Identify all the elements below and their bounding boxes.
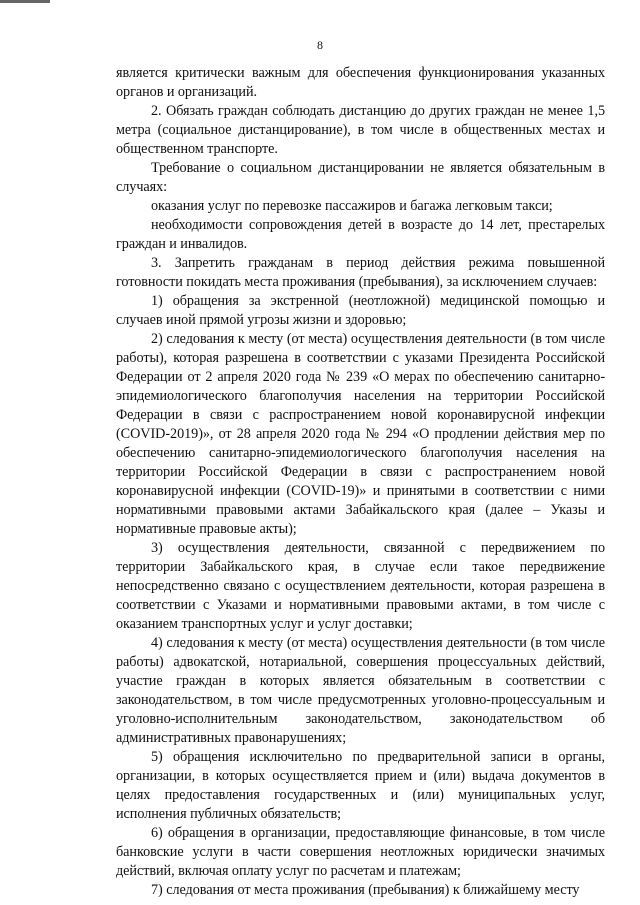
scan-edge-mark — [0, 0, 50, 3]
paragraph: оказания услуг по перевозке пассажиров и багажа легковым такси; — [151, 198, 553, 214]
document-body — [116, 64, 605, 900]
list-item: 6) обращения в организации, предоставляющие финансовые, в том числе банковские услуги в части совершения неотложных юридически значимых действий, включая оплату услуг по расчетам и платежам; — [116, 825, 605, 879]
list-item: 5) обращения исключительно по предварительной записи в органы, организации, в которых осуществляется прием и (или) выдача документов в целях предоставления государственных и (или) муниципальных услуг, исполнения публичных обязательств; — [116, 749, 605, 822]
paragraph: является критически важным для обеспечения функционирования указанных органов и организаций. — [116, 65, 605, 100]
list-item: 1) обращения за экстренной (неотложной) медицинской помощью и случаев иной прямой угрозы жизни и здоровью; — [116, 293, 605, 328]
list-item: 3) осуществления деятельности, связанной с передвижением по территории Забайкальского края, в случае если такое передвижение непосредственно связано с осуществлением деятельности, которая разрешена в соответствии с Указами и нормативными правовыми актами, в том числе с оказанием транспортных услуг и услуг доставки; — [116, 540, 605, 632]
list-item: 2) следования к месту (от места) осуществления деятельности (в том числе работы), которая разрешена в соответствии с указами Президента Российской Федерации от 2 апреля 2020 года № 239 «О мерах по обеспечению санитарно-эпидемиологического благополучия населения на территории Российской Федерации в связи с распространением новой коронавирусной инфекции (COVID-2019)», от 28 апреля 2020 года № 294 «О продлении действия мер по обеспечению санитарно-эпидемиологического благополучия населения на территории Российской Федерации в связи с распространением новой коронавирусной инфекции (COVID-19)» и принятыми в соответствии с ними нормативными правовыми актами Забайкальского края (далее – Указы и нормативные правовые акты); — [116, 331, 605, 537]
paragraph: Требование о социальном дистанцировании не является обязательным в случаях: — [116, 160, 605, 195]
page-number: 8 — [317, 38, 323, 52]
paragraph: необходимости сопровождения детей в возрасте до 14 лет, престарелых граждан и инвалидов. — [116, 217, 605, 252]
paragraph: 3. Запретить гражданам в период действия режима повышенной готовности покидать места проживания (пребывания), за исключением случаев: — [116, 255, 605, 290]
paragraph: 2. Обязать граждан соблюдать дистанцию до других граждан не менее 1,5 метра (социальное дистанцирование), в том числе в общественных местах и общественном транспорте. — [116, 103, 605, 157]
list-item: 4) следования к месту (от места) осуществления деятельности (в том числе работы) адвокатской, нотариальной, совершения процессуальных действий, участие граждан в которых является обязательным в соответствии с законодательством, в том числе предусмотренных уголовно-процессуальным и уголовно-исполнительным законодательством, законодательством об административных правонарушениях; — [116, 635, 605, 746]
list-item: 7) следования от места проживания (пребывания) к ближайшему месту — [151, 882, 580, 898]
